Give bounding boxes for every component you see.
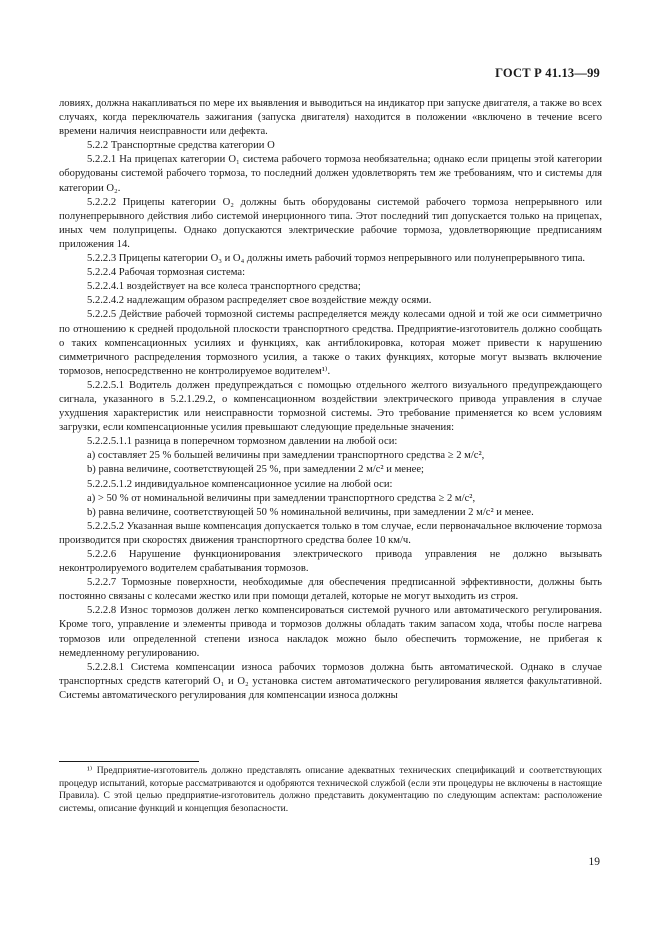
paragraph-5-2-2-7: 5.2.2.7 Тормозные поверхности, необходимые для обеспечения предписанной эффективности, должны быть постоянно связаны с колесами жестко или при помощи деталей, которые не могут выходить из строя.	[59, 577, 602, 603]
paragraph-5-2-2-8-1: 5.2.2.8.1 Система компенсации износа рабочих тормозов должна быть автоматической. Однако в случае транспортных средств категорий O₁ и O₂ установка систем автоматического регулирования является факультативной. Системы автоматического регулирования для компенсации износа должны	[59, 661, 602, 701]
paragraph-5-2-2-3: 5.2.2.3 Прицепы категории O₃ и O₄ должны иметь рабочий тормоз непрерывного или полунепрерывного типа.	[87, 253, 586, 265]
list-item-a: a) > 50 % от номинальной величины при замедлении транспортного средства ≥ 2 м/с²,	[87, 492, 476, 504]
paragraph-5-2-2-5: 5.2.2.5 Действие рабочей тормозной системы распределяется между колесами одной и той же оси симметрично по отношению к средней продольной плоскости транспортного средства. Предприятие-изготовитель должно сообщать о таких компенсационных усилиях и функциях, как антиблокировка, которая может привести к нарушению симметричного распределения тормозного усилия, а также о таких функциях, которые могут вызвать включение тормозов, непосредственно не контролируемое водителем¹⁾.	[59, 309, 602, 377]
list-item-b: b) равна величине, соответствующей 25 %, при замедлении 2 м/с² и менее;	[87, 464, 424, 476]
main-text	[59, 97, 602, 703]
footnote-section	[59, 765, 602, 815]
paragraph-continuation: ловиях, должна накапливаться по мере их выявления и выводиться на индикатор при запуске двигателя, а также во всех случаях, когда переключатель зажигания (запуска двигателя) находится в положении «включено в течение всего времени наличия неисправности или дефекта.	[59, 98, 602, 138]
paragraph-5-2-2-5-1-1: 5.2.2.5.1.1 разница в поперечном тормозном давлении на любой оси:	[87, 436, 398, 448]
paragraph-5-2-2-5-1: 5.2.2.5.1 Водитель должен предупреждаться с помощью отдельного желтого визуального предупреждающего сигнала, указанного в 5.2.1.29.2, о компенсационном воздействии электрического привода управления в случае ухудшения характеристик или неисправности тормозной системы. Это требование применяется ко всем условиям загрузки, если компенсационные усилия превышают следующие предельные значения:	[59, 379, 602, 434]
page-number: 19	[588, 856, 600, 868]
paragraph-5-2-2-5-1-2: 5.2.2.5.1.2 индивидуальное компенсационное усилие на любой оси:	[87, 478, 393, 490]
paragraph-5-2-2-4: 5.2.2.4 Рабочая тормозная система:	[87, 267, 246, 279]
list-item-b: b) равна величине, соответствующей 50 % номинальной величины, при замедлении 2 м/с² и менее.	[87, 506, 534, 518]
paragraph-5-2-2: 5.2.2 Транспортные средства категории О	[87, 140, 275, 152]
paragraph-5-2-2-8: 5.2.2.8 Износ тормозов должен легко компенсироваться системой ручного или автоматического регулирования. Кроме того, управление и элементы привода и тормозов должны обладать таким запасом хода, чтобы после нагрева тормозов или определенной степени износа накладок можно было обеспечить торможение, не прибегая к немедленному регулированию.	[59, 605, 602, 659]
footnote-1: ¹⁾ Предприятие-изготовитель должно представлять описание адекватных технических спецификаций и соответствующих процедур испытаний, которые рассматриваются и одобряются технической службой (если эти процедуры не включены в настоящие Правила). С этой целью предприятие-изготовитель должно представить документацию по следующим аспектам: расположение системы, описание функций и концепция безопасности.	[59, 765, 602, 814]
paragraph-5-2-2-4-2: 5.2.2.4.2 надлежащим образом распределяет свое воздействие между осями.	[87, 295, 432, 307]
paragraph-5-2-2-1: 5.2.2.1 На прицепах категории O₁ система рабочего тормоза необязательна; однако если прицепы этой категории оборудованы системой рабочего тормоза, то последний должен удовлетворять тем же требованиям, что и системы для категории O₂.	[59, 154, 602, 194]
paragraph-5-2-2-5-2: 5.2.2.5.2 Указанная выше компенсация допускается только в том случае, если первоначальное включение тормоза производится при скоростях движения транспортного средства более 10 км/ч.	[59, 520, 602, 546]
paragraph-5-2-2-2: 5.2.2.2 Прицепы категории O₂ должны быть оборудованы системой рабочего тормоза непрерывного или полунепрерывного действия либо системой инерционного типа. Этот последний тип допускается только на прицепах, иных чем полуприцепы. Однако допускаются электрические рабочие тормоза, удовлетворяющие предписаниям приложения 14.	[59, 196, 602, 250]
paragraph-5-2-2-4-1: 5.2.2.4.1 воздействует на все колеса транспортного средства;	[87, 281, 361, 293]
footnote-divider	[59, 761, 199, 762]
paragraph-5-2-2-6: 5.2.2.6 Нарушение функционирования электрического привода управления не должно вызывать неконтролируемого водителем срабатывания тормозов.	[59, 549, 602, 575]
list-item-a: a) составляет 25 % большей величины при замедлении транспортного средства ≥ 2 м/с²,	[87, 450, 485, 462]
document-header: ГОСТ Р 41.13—99	[495, 66, 600, 80]
